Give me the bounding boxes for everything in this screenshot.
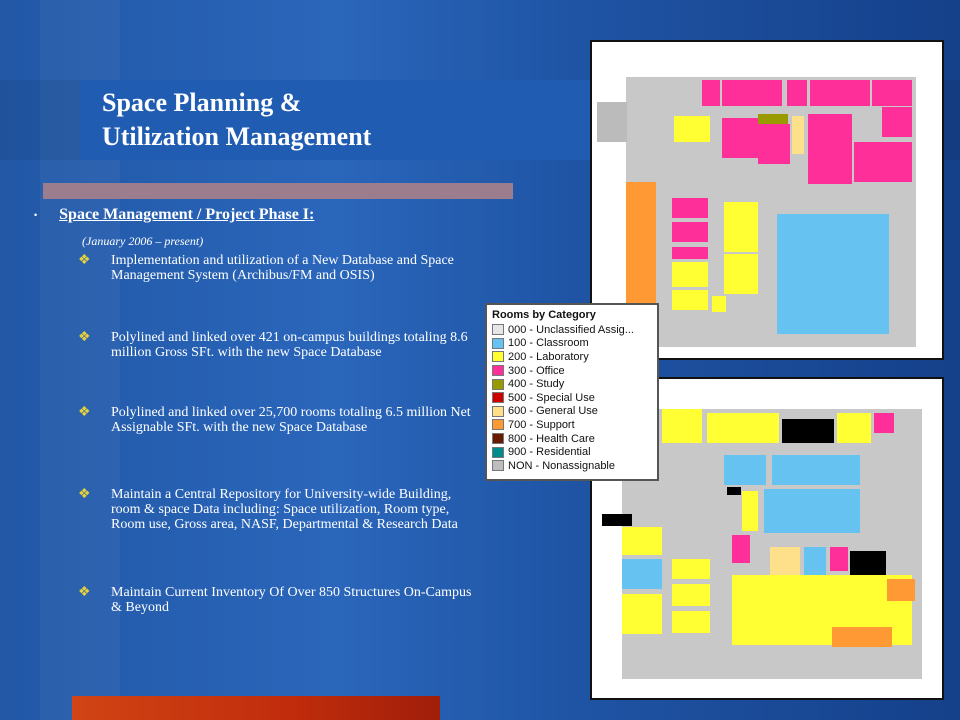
legend-swatch: [492, 392, 504, 403]
list-item: ❖ Polylined and linked over 25,700 rooms totaling 6.5 million Net Assignable SFt. with the new Space Database: [78, 405, 471, 435]
legend-swatch: [492, 379, 504, 390]
list-item: ❖ Implementation and utilization of a New Database and Space Management System (Archibus/FM and OSIS): [78, 253, 454, 283]
legend-label: NON - Nonassignable: [508, 459, 615, 472]
legend-swatch: [492, 447, 504, 458]
legend-label: 200 - Laboratory: [508, 350, 589, 363]
heading-bullet: [34, 206, 314, 224]
legend-entry: [492, 459, 657, 473]
legend-swatch: [492, 365, 504, 376]
legend-label: 100 - Classroom: [508, 337, 589, 350]
legend-label: 400 - Study: [508, 378, 565, 391]
legend-swatch: [492, 351, 504, 362]
legend-entry: [492, 405, 657, 419]
legend-swatch: [492, 338, 504, 349]
footer-accent-bar: [72, 696, 440, 720]
legend-swatch: [492, 433, 504, 444]
legend-label: 500 - Special Use: [508, 391, 595, 404]
diamond-bullet-icon: ❖: [78, 585, 91, 600]
legend-entries: [487, 323, 657, 473]
legend-entry: [492, 391, 657, 405]
title-divider: [43, 183, 513, 199]
list-item: ❖ Polylined and linked over 421 on-campus buildings totaling 8.6 million Gross SFt. with the new Space Database: [78, 330, 468, 360]
diamond-bullet-icon: ❖: [78, 487, 91, 502]
legend-entry: [492, 377, 657, 391]
date-range: (January 2006 – present): [82, 234, 204, 248]
legend-swatch: [492, 406, 504, 417]
legend-entry: [492, 432, 657, 446]
list-item: ❖ Maintain a Central Repository for University-wide Building, room & space Data including: Space utilization, Room type, Room use, Gross area, NASF, Departmental & Research Data: [78, 487, 458, 532]
legend-entry: [492, 323, 657, 337]
legend-entry: [492, 350, 657, 364]
legend-entry: [492, 337, 657, 351]
legend-swatch: [492, 460, 504, 471]
legend-entry: [492, 418, 657, 432]
slide-title: Space Planning & Utilization Management: [102, 88, 372, 151]
legend-label: 700 - Support: [508, 418, 575, 431]
legend-swatch: [492, 324, 504, 335]
diamond-bullet-icon: ❖: [78, 253, 91, 268]
diamond-bullet-icon: ❖: [78, 405, 91, 420]
legend-entry: [492, 445, 657, 459]
heading-text: Space Management / Project Phase I:: [59, 206, 315, 223]
bullet-dot-icon: •: [34, 210, 38, 221]
legend-label: 800 - Health Care: [508, 432, 595, 445]
legend-swatch: [492, 419, 504, 430]
rooms-legend: [485, 303, 659, 481]
list-item: ❖ Maintain Current Inventory Of Over 850 Structures On-Campus & Beyond: [78, 585, 472, 615]
legend-label: 600 - General Use: [508, 405, 598, 418]
diamond-bullet-icon: ❖: [78, 330, 91, 345]
legend-title: Rooms by Category: [492, 309, 596, 321]
legend-entry: [492, 364, 657, 378]
legend-label: 300 - Office: [508, 364, 565, 377]
legend-label: 000 - Unclassified Assig...: [508, 323, 634, 336]
legend-label: 900 - Residential: [508, 446, 591, 459]
